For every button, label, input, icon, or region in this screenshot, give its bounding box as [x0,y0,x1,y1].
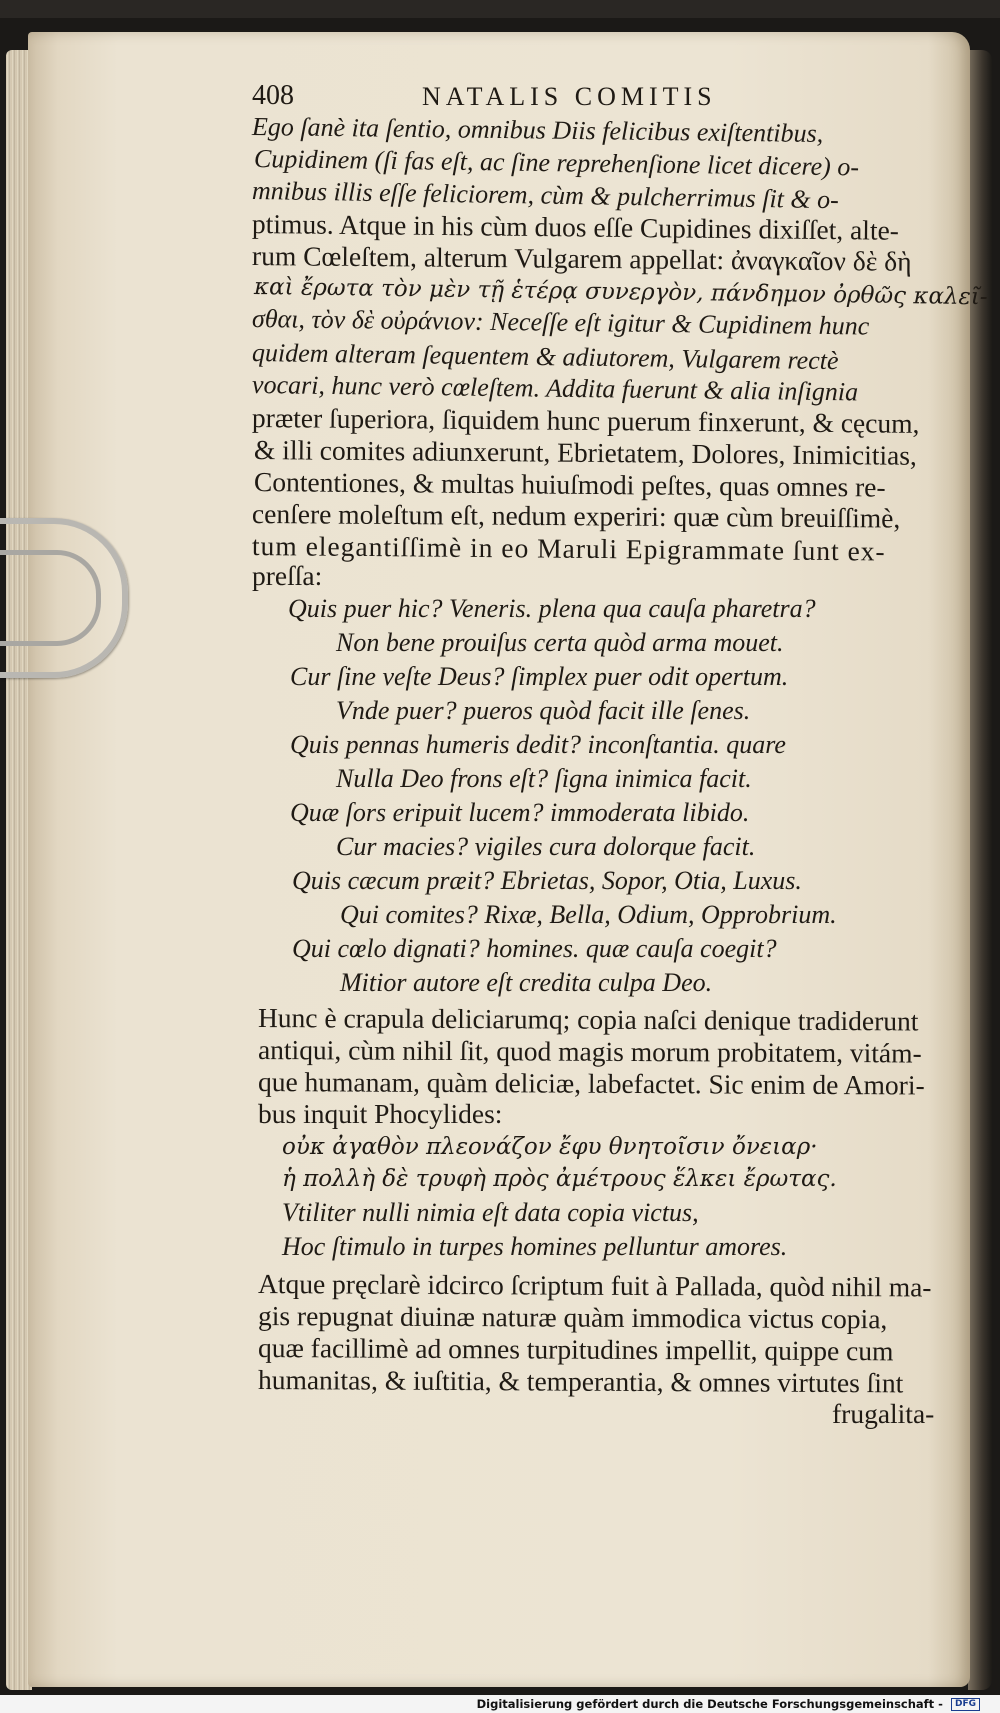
text-line: Contentiones, & multas huiuſmodi peſtes, quas omnes re- [253,466,886,503]
verse-line: Qui cœlo dignati? homines. quæ cauſa coegit? [292,934,777,963]
verse-line: Quis cæcum præit? Ebrietas, Sopor, Otia, Luxus. [292,866,802,895]
text-line: rum Cœleſtem, alterum Vulgarem appellat: ἀναγκαῖον δὲ δὴ [251,240,912,277]
text-line: quæ facillimè ad omnes turpitudines impellit, quippe cum [257,1332,894,1367]
text-line: ptimus. Atque in his cùm duos eſſe Cupidines dixiſſet, alte- [251,208,900,246]
verse-line: Quæ ſors eripuit lucem? immoderata libido. [290,798,750,827]
verse-line: Hoc ſtimulo in turpes homines pelluntur amores. [282,1232,788,1261]
paper-clip-inner [0,550,101,646]
verse-line: Nulla Deo frons eſt? ſigna inimica facit. [336,764,752,793]
text-line: Ego ſanè ita ſentio, omnibus Diis felicibus exiſtentibus, [251,112,824,148]
verse-line: Mitior autore eſt credita culpa Deo. [340,968,713,997]
text-line: bus inquit Phocylides: [258,1098,503,1129]
footer-credit [477,1697,980,1711]
text-line: καὶ ἔρωτα τὸν μὲν τῇ ἑτέρᾳ συνεργὸν, πάνδημον ὀρθῶς καλεῖ- [253,274,988,311]
verse-line: Quis puer hic? Veneris. plena qua cauſa pharetra? [288,594,816,623]
text-line: Atque pręclarè idcirco ſcriptum fuit à Pallada, quòd nihil ma- [257,1268,932,1303]
text-line: quidem alteram ſequentem & adiutorem, Vulgarem rectè [251,338,839,376]
text-line: gis repugnat diuinæ naturæ quàm immodica victus copia, [257,1300,888,1335]
greek-verse-line: ἡ πολλὴ δὲ τρυφὴ πρὸς ἀμέτρους ἕλκει ἔρωτας. [282,1166,837,1192]
verse-line: Quis pennas humeris dedit? inconſtantia. quare [290,730,786,759]
text-line: humanitas, & iuſtitia, & temperantia, & omnes virtutes ſint [257,1364,904,1399]
text-line: Hunc è crapula deliciarumq; copia naſci denique tradiderunt [257,1002,919,1037]
text-line: cenſere moleſtum eſt, nedum experiri: quæ cùm breuiſſimè, [251,498,901,534]
page-number: 408 [252,80,294,111]
running-head: NATALIS COMITIS [422,82,717,111]
text-line: mnibus illis eſſe feliciorem, cùm & pulcherrimus ſit & o- [251,176,840,215]
text-line: vocari, hunc verò cœleſtem. Addita fuerunt & alia inſignia [251,370,859,407]
verse-line: Vtiliter nulli nimia eſt data copia victus, [282,1198,699,1227]
text-line: σθαι, τὸν δὲ οὐράνιον: Neceſſe eſt igitur & Cupidinem hunc [251,304,870,341]
verse-line: Cur ſine veſte Deus? ſimplex puer odit opertum. [290,662,789,691]
dfg-logo: DFG [951,1698,980,1711]
verse-line: Vnde puer? pueros quòd facit ille ſenes. [336,696,751,725]
digitization-footer [0,1695,1000,1713]
verse-line: Qui comites? Rixæ, Bella, Odium, Opprobrium. [340,900,837,929]
text-line: preſſa: [252,560,323,591]
text-line: præter ſuperiora, ſiquidem hunc puerum finxerunt, & cęcum, [251,402,920,439]
verse-line: Non bene prouiſus certa quòd arma mouet. [336,628,784,657]
text-line: Cupidinem (ſi fas eſt, ac ſine reprehenſione licet dicere) o- [253,144,860,182]
verse-line: Cur macies? vigiles cura dolorque facit. [336,832,756,861]
greek-verse-line: οὐκ ἀγαθὸν πλεονάζον ἔφυ θνητοῖσιν ὄνειαρ· [282,1134,818,1160]
text-line: tum elegantiſſimè in eo Maruli Epigrammate ſunt ex- [251,530,886,567]
footer-text: Digitalisierung gefördert durch die Deutsche Forschungsgemeinschaft - [476,1697,943,1711]
text-line: antiqui, cùm nihil ſit, quod magis morum probitatem, vitám- [257,1034,922,1069]
text-line: que humanam, quàm deliciæ, labefactet. Sic enim de Amori- [257,1066,925,1101]
catchword: frugalita- [832,1398,935,1429]
text-line: & illi comites adiunxerunt, Ebrietatem, Dolores, Inimicitias, [253,434,918,471]
